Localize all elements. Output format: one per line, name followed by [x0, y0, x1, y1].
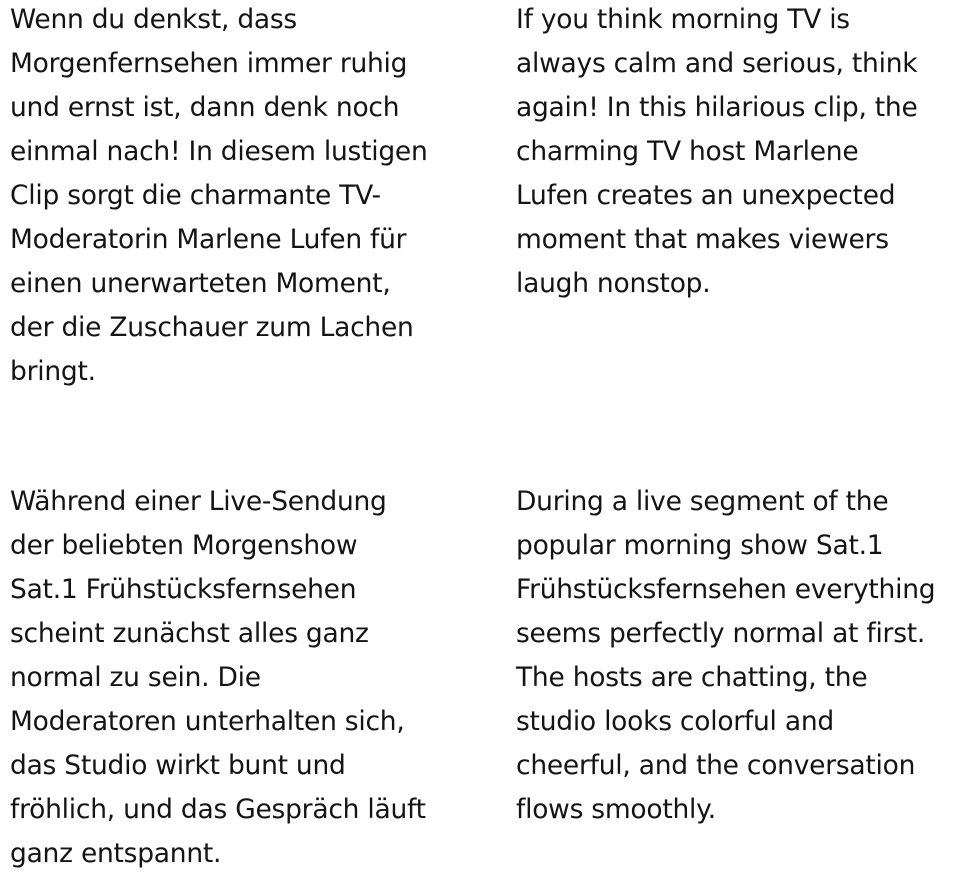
paragraph-1-english: If you think morning TV is always calm and serious, think again! In this hilarious clip, the charming TV host Marlene Lufen creates an unexpected moment that makes viewers laugh nonstop. — [516, 4, 918, 299]
paragraph-1-german: Wenn du denkst, dass Morgenfernsehen immer ruhig und ernst ist, dann denk noch einmal nach! In diesem lustigen Clip sorgt die charmante TV- Moderatorin Marlene Lufen für einen unerwarteten Moment, der die Zuschauer zum Lachen bringt. — [10, 4, 428, 387]
paragraph-2-english: During a live segment of the popular morning show Sat.1 Frühstücksfernsehen everything seems perfectly normal at first. The hosts are chatting, the studio looks colorful and cheerful, and the conversation flows smoothly. — [516, 486, 936, 825]
paragraph-2-german: Während einer Live-Sendung der beliebten Morgenshow Sat.1 Frühstücksfernsehen scheint zunächst alles ganz normal zu sein. Die Moderatoren unterhalten sich, das Studio wirkt bunt und fröhlich, und das Gespräch läuft ganz entspannt. — [10, 486, 426, 869]
